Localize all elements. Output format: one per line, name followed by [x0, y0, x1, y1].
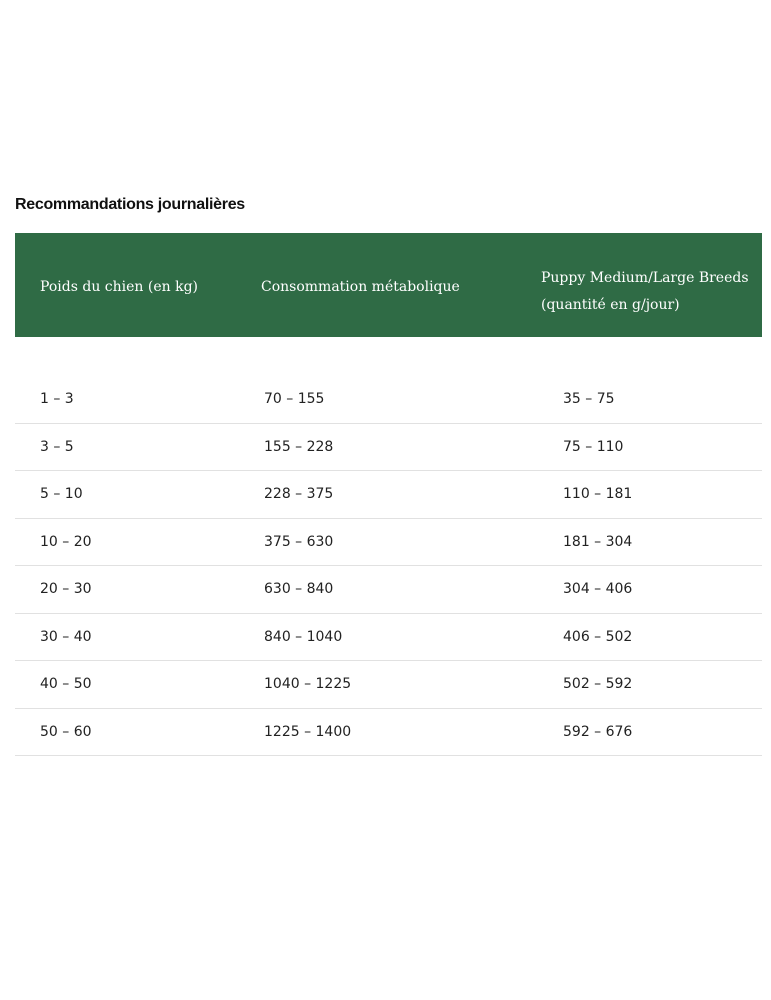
- cell-weight: 1 – 3: [40, 391, 74, 407]
- cell-consumption: 840 – 1040: [264, 628, 343, 645]
- cell-consumption: 1040 – 1225: [264, 676, 352, 692]
- header-weight: Poids du chien (en kg): [40, 279, 198, 295]
- cell-quantity: 592 – 676: [563, 723, 633, 740]
- cell-consumption: 155 – 228: [264, 438, 334, 455]
- cell-weight: 30 – 40: [40, 628, 92, 645]
- cell-consumption: 375 – 630: [264, 533, 334, 550]
- cell-consumption: 1225 – 1400: [264, 723, 352, 740]
- table-row: [15, 566, 762, 614]
- cell-consumption: 630 – 840: [264, 581, 334, 597]
- cell-quantity: 35 – 75: [563, 391, 615, 407]
- section-title: Recommandations journalières: [15, 196, 245, 213]
- cell-quantity: 406 – 502: [563, 628, 633, 645]
- cell-quantity: 304 – 406: [563, 581, 633, 597]
- cell-weight: 10 – 20: [40, 533, 92, 550]
- table-row: [15, 424, 762, 472]
- cell-weight: 20 – 30: [40, 581, 92, 597]
- cell-weight: 3 – 5: [40, 438, 74, 455]
- table-row: [15, 614, 762, 662]
- table-row: [15, 519, 762, 567]
- feeding-table: [15, 233, 762, 756]
- cell-quantity: 181 – 304: [563, 533, 633, 550]
- cell-quantity: 110 – 181: [563, 486, 633, 502]
- table-row: [15, 709, 762, 757]
- cell-quantity: 75 – 110: [563, 438, 624, 455]
- cell-quantity: 502 – 592: [563, 676, 633, 692]
- table-row: [15, 471, 762, 519]
- header-consumption: Consommation métabolique: [261, 279, 460, 295]
- cell-consumption: 70 – 155: [264, 391, 325, 407]
- cell-weight: 50 – 60: [40, 723, 92, 740]
- cell-weight: 5 – 10: [40, 486, 83, 502]
- cell-weight: 40 – 50: [40, 676, 92, 692]
- table-row: [15, 376, 762, 424]
- header-quantity: Puppy Medium/Large Breeds (quantité en g/jour): [541, 270, 749, 313]
- table-spacer: [15, 337, 762, 376]
- table-header: [15, 233, 762, 337]
- table-row: [15, 661, 762, 709]
- cell-consumption: 228 – 375: [264, 486, 334, 502]
